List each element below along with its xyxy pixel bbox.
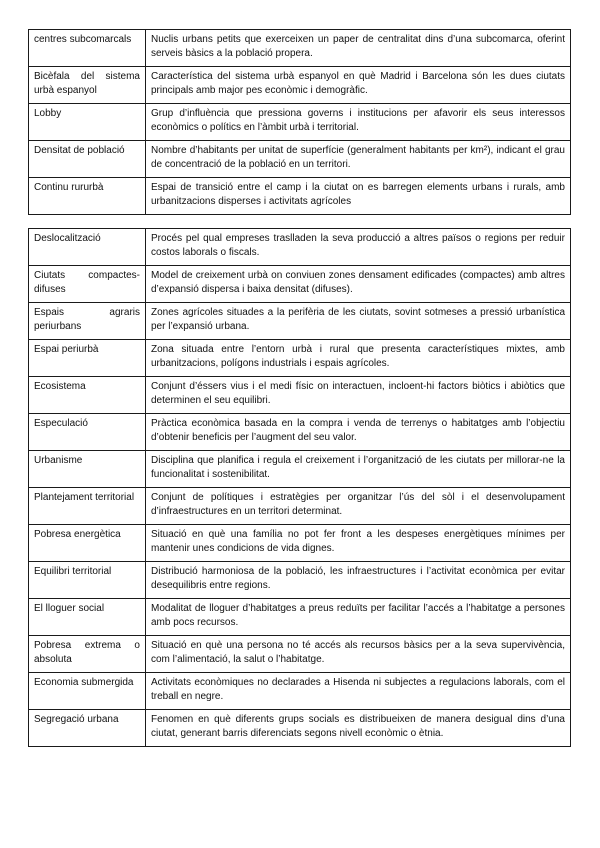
definition-cell: Disciplina que planifica i regula el creixement i l’organització de les ciutats per millorar-ne la funcionalitat i sostenibilitat. <box>146 451 571 488</box>
table-row <box>29 710 571 747</box>
term-cell: Ecosistema <box>29 377 146 414</box>
definition-cell: Pràctica econòmica basada en la compra i venda de terrenys o habitatges amb l’objectiu d’obtenir beneficis per l’augment del seu valor. <box>146 414 571 451</box>
table-row <box>29 451 571 488</box>
term-cell: Pobresa energètica <box>29 525 146 562</box>
term-cell: El lloguer social <box>29 599 146 636</box>
table-row <box>29 141 571 178</box>
definition-cell: Activitats econòmiques no declarades a Hisenda ni subjectes a regulacions laborals, com el treball en negre. <box>146 673 571 710</box>
definition-cell: Grup d’influència que pressiona governs i institucions per afavorir els seus interessos econòmics o polítics en l’àmbit urbà i territorial. <box>146 104 571 141</box>
term-cell: Pobresa extrema o absoluta <box>29 636 146 673</box>
definition-cell: Situació en què una família no pot fer front a les despeses energètiques mínimes per mantenir unes condicions de vida dignes. <box>146 525 571 562</box>
table-row <box>29 414 571 451</box>
definition-cell: Zona situada entre l’entorn urbà i rural que presenta característiques mixtes, amb urbanitzacions, polígons industrials i espais agrícoles. <box>146 340 571 377</box>
definition-cell: Conjunt de polítiques i estratègies per organitzar l’ús del sòl i el desenvolupament d’infraestructures en un territori determinat. <box>146 488 571 525</box>
definition-cell: Modalitat de lloguer d’habitatges a preus reduïts per facilitar l’accés a l’habitatge a persones amb pocs recursos. <box>146 599 571 636</box>
glossary-table-2 <box>28 228 571 747</box>
table-row <box>29 673 571 710</box>
definition-cell: Conjunt d’éssers vius i el medi físic on interactuen, incloent-hi factors biòtics i abiòtics que determinen el seu equilibri. <box>146 377 571 414</box>
definition-cell: Característica del sistema urbà espanyol en què Madrid i Barcelona són les dues ciutats principals amb major pes econòmic i demogràfic. <box>146 67 571 104</box>
table-row <box>29 599 571 636</box>
table-row <box>29 377 571 414</box>
table-row <box>29 67 571 104</box>
table-row <box>29 525 571 562</box>
term-cell: Urbanisme <box>29 451 146 488</box>
table-row <box>29 229 571 266</box>
term-cell: Bicèfala del sistema urbà espanyol <box>29 67 146 104</box>
term-cell: Plantejament territorial <box>29 488 146 525</box>
term-cell: Continu rururbà <box>29 178 146 215</box>
definition-cell: Nuclis urbans petits que exerceixen un paper de centralitat dins d’una subcomarca, oferint serveis bàsics a la població propera. <box>146 30 571 67</box>
term-cell: Economia submergida <box>29 673 146 710</box>
term-cell: Densitat de població <box>29 141 146 178</box>
definition-cell: Distribució harmoniosa de la població, les infraestructures i l’activitat econòmica per evitar desequilibris entre regions. <box>146 562 571 599</box>
table-row <box>29 266 571 303</box>
table-row <box>29 636 571 673</box>
table-row <box>29 303 571 340</box>
term-cell: Espais agraris periurbans <box>29 303 146 340</box>
term-cell: Lobby <box>29 104 146 141</box>
definition-cell: Model de creixement urbà on conviuen zones densament edificades (compactes) amb altres d’expansió dispersa i baixa densitat (difuses). <box>146 266 571 303</box>
glossary-table-1 <box>28 29 571 215</box>
term-cell: Deslocalització <box>29 229 146 266</box>
definition-cell: Nombre d’habitants per unitat de superfície (generalment habitants per km²), indicant el grau de concentració de la població en un territori. <box>146 141 571 178</box>
term-cell: Especulació <box>29 414 146 451</box>
definition-cell: Procés pel qual empreses traslladen la seva producció a altres països o regions per reduir costos laborals o fiscals. <box>146 229 571 266</box>
table-row <box>29 562 571 599</box>
term-cell: Equilibri territorial <box>29 562 146 599</box>
table-row <box>29 178 571 215</box>
table-row <box>29 488 571 525</box>
definition-cell: Fenomen en què diferents grups socials es distribueixen de manera desigual dins d’una ciutat, generant barris diferenciats segons nivell econòmic o ètnia. <box>146 710 571 747</box>
table-row <box>29 104 571 141</box>
definition-cell: Situació en què una persona no té accés als recursos bàsics per a la seva supervivència, com l’alimentació, la salut o l’habitatge. <box>146 636 571 673</box>
term-cell: centres subcomarcals <box>29 30 146 67</box>
term-cell: Ciutats compactes-difuses <box>29 266 146 303</box>
table-row <box>29 30 571 67</box>
term-cell: Espai periurbà <box>29 340 146 377</box>
definition-cell: Espai de transició entre el camp i la ciutat on es barregen elements urbans i rurals, amb urbanitzacions disperses i activitats agrícoles <box>146 178 571 215</box>
definition-cell: Zones agrícoles situades a la perifèria de les ciutats, sovint sotmeses a pressió urbanística per l’expansió urbana. <box>146 303 571 340</box>
table-row <box>29 340 571 377</box>
term-cell: Segregació urbana <box>29 710 146 747</box>
